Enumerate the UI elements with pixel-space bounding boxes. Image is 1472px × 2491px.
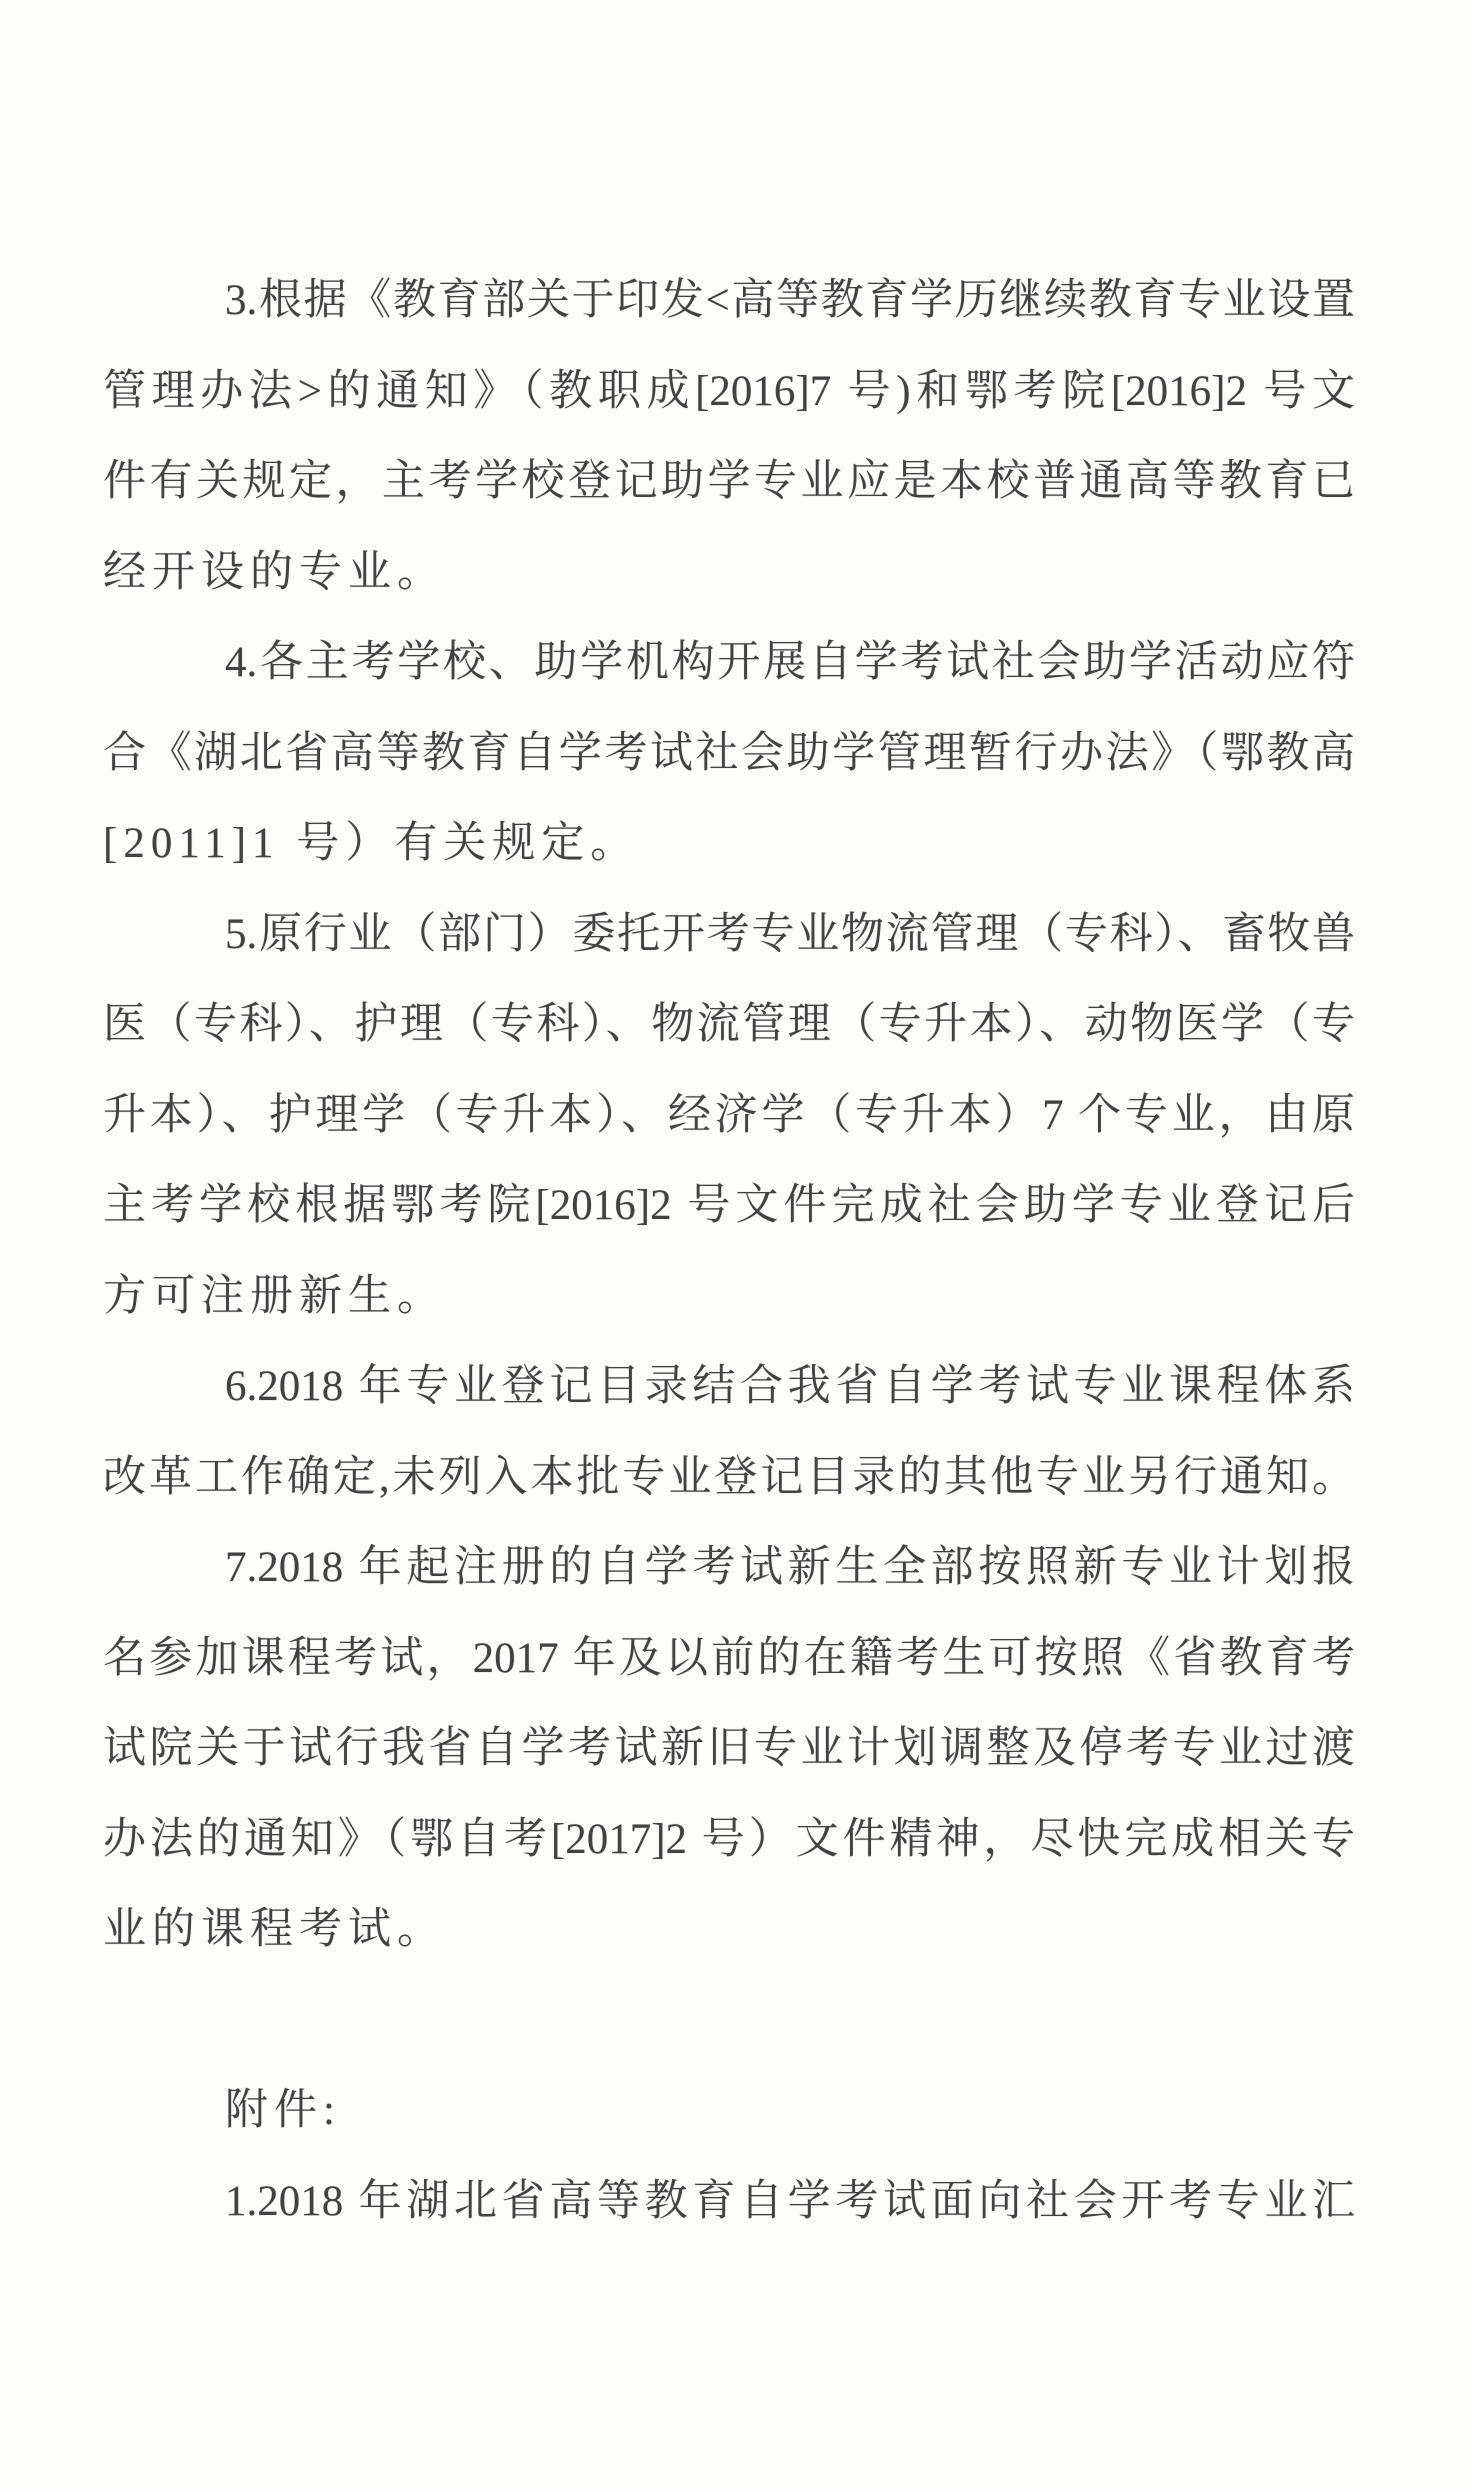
text-line: 合《湖北省高等教育自学考试社会助学管理暂行办法》（鄂教高 xyxy=(103,729,1355,777)
text-line: [2011]1 号）有关规定。 xyxy=(103,820,640,867)
text-line: 6.2018 年专业登记目录结合我省自学考试专业课程体系 xyxy=(225,1363,1355,1410)
paragraph-item-4 xyxy=(103,618,1355,890)
text-line: 医（专科）、护理（专科）、物流管理（专升本）、动物医学（专 xyxy=(103,1001,1355,1048)
attachment-section xyxy=(103,2066,1355,2247)
blank-line xyxy=(103,1976,1355,2067)
attachment-item: 1.2018 年湖北省高等教育自学考试面向社会开考专业汇 xyxy=(225,2177,1355,2225)
text-line: 经开设的专业。 xyxy=(103,548,446,596)
paragraph-item-7 xyxy=(103,1523,1355,1976)
text-line: 改革工作确定,未列入本批专业登记目录的其他专业另行通知。 xyxy=(103,1453,1355,1501)
text-line: 方可注册新生。 xyxy=(103,1272,446,1320)
text-line: 5.原行业（部门）委托开考专业物流管理（专科）、畜牧兽 xyxy=(225,910,1355,958)
document-body xyxy=(103,256,1355,2247)
text-line: 4.各主考学校、助学机构开展自学考试社会助学活动应符 xyxy=(225,639,1355,686)
text-line: 管理办法>的通知》（教职成[2016]7 号)和鄂考院[2016]2 号文 xyxy=(103,367,1355,415)
text-line: 试院关于试行我省自学考试新旧专业计划调整及停考专业过渡 xyxy=(103,1725,1355,1772)
paragraph-item-6 xyxy=(103,1342,1355,1523)
text-line: 办法的通知》（鄂自考[2017]2 号）文件精神，尽快完成相关专 xyxy=(103,1815,1355,1863)
text-line: 名参加课程考试，2017 年及以前的在籍考生可按照《省教育考 xyxy=(103,1634,1355,1682)
paragraph-item-3 xyxy=(103,256,1355,618)
text-line: 3.根据《教育部关于印发<高等教育学历继续教育专业设置 xyxy=(225,277,1355,324)
text-line: 业的课程考试。 xyxy=(103,1906,446,1953)
paragraph-item-5 xyxy=(103,890,1355,1343)
text-line: 7.2018 年起注册的自学考试新生全部按照新专业计划报 xyxy=(225,1544,1355,1591)
text-line: 主考学校根据鄂考院[2016]2 号文件完成社会助学专业登记后 xyxy=(103,1182,1355,1229)
text-line: 升本）、护理学（专升本）、经济学（专升本）7 个专业，由原 xyxy=(103,1091,1355,1139)
attachment-label: 附件: xyxy=(225,2087,341,2134)
text-line: 件有关规定，主考学校登记助学专业应是本校普通高等教育已 xyxy=(103,458,1355,505)
